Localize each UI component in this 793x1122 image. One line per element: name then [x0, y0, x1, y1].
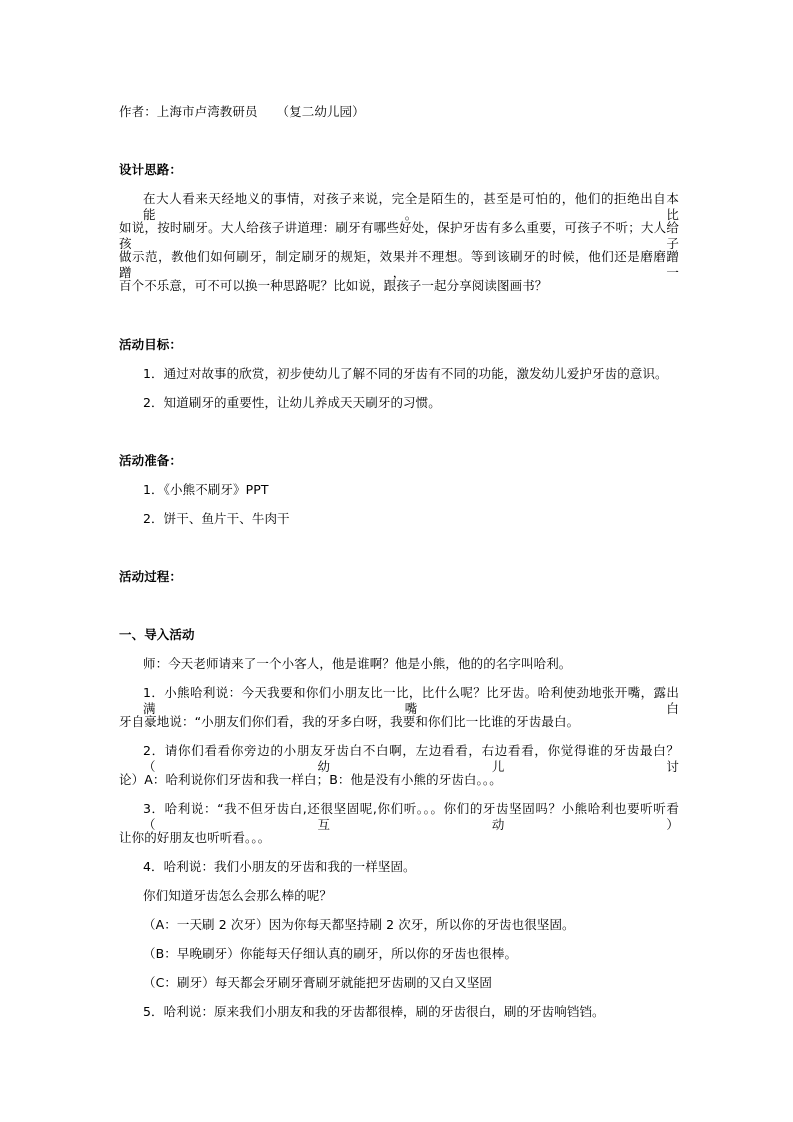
section1-line-2: 1．小熊哈利说：今天我要和你们小朋友比一比，比什么呢？比牙齿。哈利使劲地张开嘴，露出满嘴白: [143, 685, 679, 716]
section1-line-13: 5．哈利说：原来我们小朋友和我的牙齿都很棒，刷的牙齿很白，刷的牙齿响铛铛。: [143, 1004, 605, 1019]
section1-line-7: 让你的好朋友也听听看。。。: [119, 830, 271, 845]
section1-line-11: （B：早晚刷牙）你能每天仔细认真的刷牙，所以你的牙齿也很棒。: [143, 946, 518, 961]
section1-line-8: 4．哈利说：我们小朋友的牙齿和我的一样坚固。: [143, 859, 416, 874]
section1-line-6: 3．哈利说：“我不但牙齿白,还很坚固呢,你们听。。。你们的牙齿坚固吗？小熊哈利也要听听看（互动）: [143, 801, 679, 832]
section1-line-1: 师：今天老师请来了一个小客人，他是谁啊？他是小熊，他的的名字叫哈利。: [143, 656, 572, 671]
preparation-heading: 活动准备：: [119, 453, 183, 468]
goals-heading: 活动目标：: [119, 337, 183, 352]
goals-item-1: 1．通过对故事的欣赏，初步使幼儿了解不同的牙齿有不同的功能，激发幼儿爱护牙齿的意识。: [143, 366, 668, 381]
process-heading: 活动过程：: [119, 569, 183, 584]
section1-line-5: 论）A：哈利说你们牙齿和我一样白；B：他是没有小熊的牙齿白。。。: [119, 772, 502, 787]
section1-line-4: 2．请你们看看你旁边的小朋友牙齿白不白啊，左边看看，右边看看，你觉得谁的牙齿最白？（幼儿讨: [143, 743, 679, 774]
section1-line-3: 牙自豪地说：“小朋友们你们看，我的牙多白呀，我要和你们比一比谁的牙齿最白。: [119, 714, 580, 729]
design-idea-line-1: 在大人看来天经地义的事情，对孩子来说，完全是陌生的，甚至是可怕的，他们的拒绝出自本能。比: [143, 191, 679, 222]
section1-line-10: （A：一天刷 2 次牙）因为你每天都坚持刷 2 次牙，所以你的牙齿也很坚固。: [143, 917, 575, 932]
design-idea-line-4: 百个不乐意，可不可以换一种思路呢？比如说，跟孩子一起分享阅读图画书？: [119, 278, 548, 293]
section1-heading: 一、导入活动: [119, 627, 195, 642]
preparation-item-2: 2．饼干、鱼片干、牛肉干: [143, 511, 290, 526]
preparation-item-1: 1．《小熊不刷牙》PPT: [143, 482, 269, 497]
design-idea-heading: 设计思路：: [119, 162, 183, 177]
design-idea-line-3: 做示范，教他们如何刷牙，制定刷牙的规矩，效果并不理想。等到该刷牙的时候，他们还是磨磨蹭蹭，一: [119, 249, 679, 280]
design-idea-line-2: 如说，按时刷牙。大人给孩子讲道理：刷牙有哪些好处，保护牙齿有多么重要，可孩子不听；大人给孩子: [119, 220, 679, 251]
goals-item-2: 2．知道刷牙的重要性，让幼儿养成天天刷牙的习惯。: [143, 395, 441, 410]
section1-line-9: 你们知道牙齿怎么会那么棒的呢？: [143, 888, 333, 903]
section1-line-12: （C：刷牙）每天都会牙刷牙膏刷牙就能把牙齿刷的又白又坚固: [143, 975, 493, 990]
author-line: 作者：上海市卢湾教研员 （复二幼儿园）: [119, 104, 365, 119]
